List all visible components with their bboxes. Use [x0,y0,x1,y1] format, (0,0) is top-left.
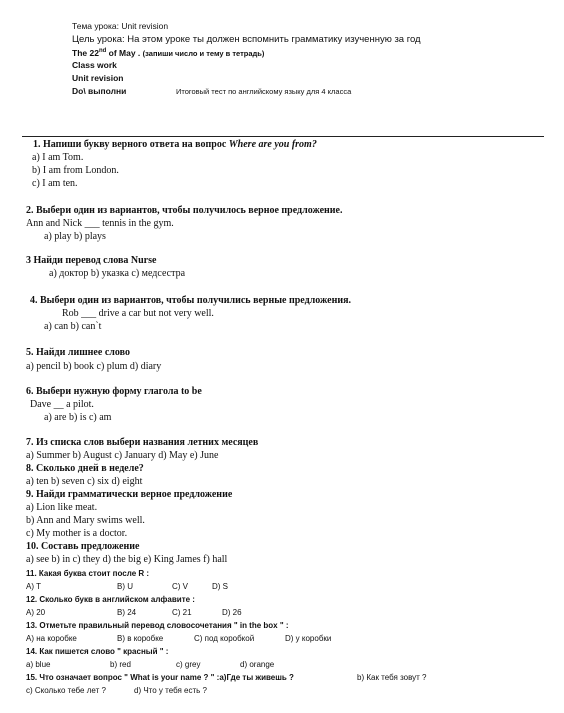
q7-title: 7. Из списка слов выбери названия летних месяцев [26,437,259,448]
q4-title: 4. Выбери один из вариантов, чтобы получились верные предложения. [30,295,352,306]
q13-option-d: D) у коробки [285,634,332,643]
q15-title: 15. Что означает вопрос " What is your name ? " :a)Где ты живешь ? [26,673,294,682]
q14-option-c: c) grey [176,660,201,669]
q11-option-b: B) U [117,582,133,591]
q13-title: 13. Отметьте правильный перевод словосочетания " in the box " : [26,621,289,630]
q12-title: 12. Сколько букв в английском алфавите : [26,595,195,604]
q6-options: a) are b) is c) am [44,412,112,423]
do-label: Do\ выполни [72,86,127,96]
q8-options: a) ten b) seven c) six d) eight [26,476,143,487]
lesson-goal: Цель урока: На этом уроке ты должен вспомнить грамматику изученную за год [72,34,421,45]
q11-title: 11. Какая буква стоит после R : [26,569,150,578]
q13-option-b: B) в коробке [117,634,164,643]
q2-sentence: Ann and Nick ___ tennis in the gym. [26,218,174,229]
q14-option-d: d) orange [240,660,275,669]
q1-option-c: c) I am ten. [32,178,78,189]
q2-title: 2. Выбери один из вариантов, чтобы получилось верное предложение. [26,205,343,216]
unit-label: Unit revision [72,73,124,83]
q11-option-a: A) T [26,582,41,591]
q2-options: a) play b) plays [44,231,106,242]
q3-title: 3 Найди перевод слова Nurse [26,255,157,266]
q9-option-b: b) Ann and Mary swims well. [26,515,145,526]
q13-option-c: C) под коробкой [194,634,255,643]
q12-option-c: C) 21 [172,608,192,617]
q15-option-d: d) Что у тебя есть ? [134,686,207,695]
test-title: Итоговый тест по английскому языку для 4 класса [176,87,352,96]
q15-option-b: b) Как тебя зовут ? [357,673,427,682]
q1-option-a: a) I am Tom. [32,152,84,163]
q1-title: 1. Напиши букву верного ответа на вопрос Where are you from? [33,139,317,150]
q4-options: a) can b) can`t [44,321,102,332]
q6-title: 6. Выбери нужную форму глагола to be [26,386,202,397]
q8-title: 8. Сколько дней в неделе? [26,463,144,474]
q6-sentence: Dave __ a pilot. [30,399,94,410]
q3-options: а) доктор b) указка c) медсестра [49,268,186,279]
q12-option-d: D) 26 [222,608,242,617]
q12-option-a: A) 20 [26,608,46,617]
q15-option-c: c) Сколько тебе лет ? [26,686,106,695]
q14-option-b: b) red [110,660,131,669]
q10-title: 10. Составь предложение [26,541,140,552]
class-work-label: Class work [72,60,117,70]
q4-sentence: Rob ___ drive a car but not very well. [62,308,214,319]
q9-title: 9. Найди грамматически верное предложение [26,489,233,500]
lesson-date: The 22nd of May . (запиши число и тему в тетрадь) [72,47,265,58]
q9-option-c: c) My mother is a doctor. [26,528,128,539]
q14-title: 14. Как пишется слово " красный " : [26,647,169,656]
q5-options: a) pencil b) book c) plum d) diary [26,361,162,372]
divider-line [22,136,544,137]
q11-option-c: C) V [172,582,188,591]
q11-option-d: D) S [212,582,228,591]
q12-option-b: B) 24 [117,608,137,617]
q14-option-a: a) blue [26,660,51,669]
q9-option-a: a) Lion like meat. [26,502,98,513]
lesson-topic: Тема урока: Unit revision [72,21,169,31]
q7-options: a) Summer b) August c) January d) May e) June [26,450,219,461]
q10-options: a) see b) in c) they d) the big e) King James f) hall [26,554,228,565]
q13-option-a: A) на коробке [26,634,77,643]
q1-option-b: b) I am from London. [32,165,119,176]
q5-title: 5. Найди лишнее слово [26,347,130,358]
